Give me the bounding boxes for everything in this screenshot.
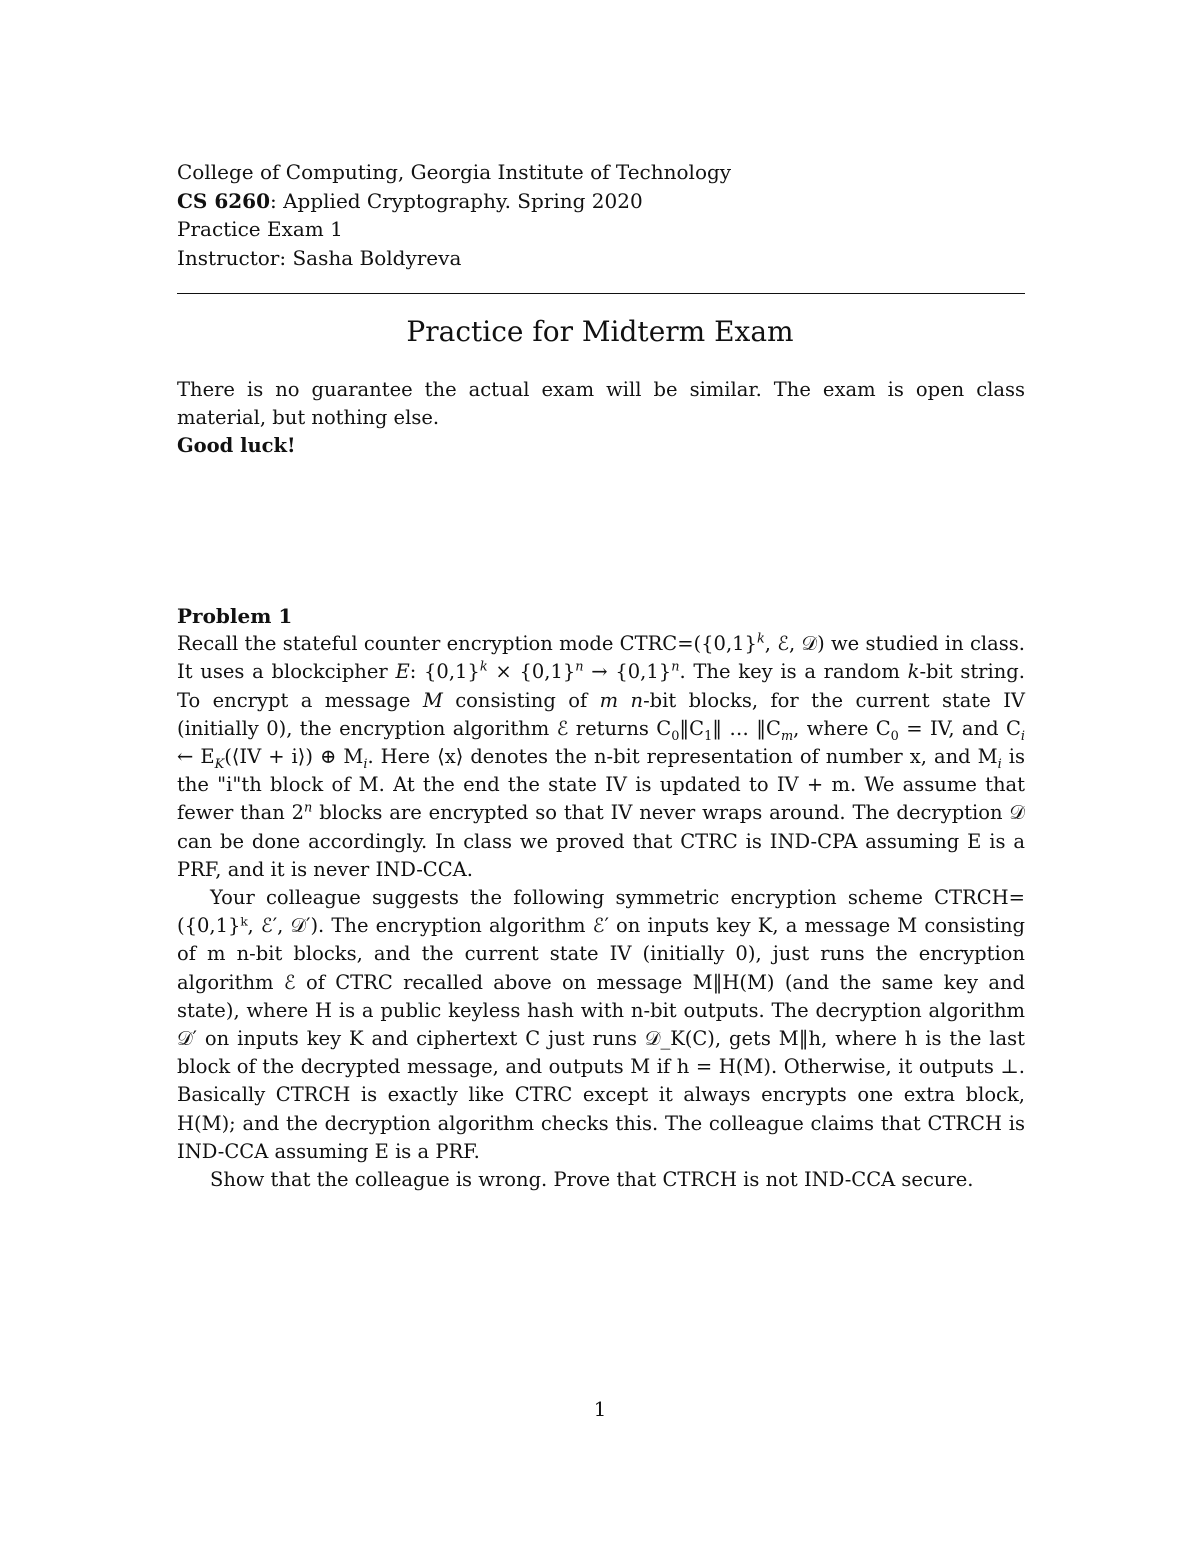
exam-name-line: Practice Exam 1 <box>177 217 343 241</box>
intro-paragraph <box>177 376 1025 460</box>
problem-paragraph-2: Your colleague suggests the following symmetric encryption scheme CTRCH= ({0,1}ᵏ, ℰ′, 𝒟′). The encryption algorithm ℰ′ on inputs key K, a message M consisting of m n-bit blocks, and the current state IV (initially 0), just runs the encryption algorithm ℰ of CTRC recalled above on message M‖H(M) (and the same key and state), where H is a public keyless hash with n-bit outputs. The decryption algorithm 𝒟′ on inputs key K and ciphertext C just runs 𝒟_K(C), gets M‖h, where h is the last block of the decrypted message, and outputs M if h = H(M). Otherwise, it outputs ⊥. Basically CTRCH is exactly like CTRC except it always encrypts one extra block, H(M); and the decryption algorithm checks this. The colleague claims that CTRCH is IND-CCA assuming E is a PRF. <box>177 886 1025 1163</box>
course-line <box>177 187 731 216</box>
intro-text: There is no guarantee the actual exam will be similar. The exam is open class material, but nothing else. <box>177 378 1025 429</box>
instructor-line: Instructor: Sasha Boldyreva <box>177 245 462 270</box>
course-code: CS 6260 <box>177 188 270 213</box>
college-line: College of Computing, Georgia Institute of Technology <box>177 160 732 184</box>
course-header <box>177 158 731 272</box>
header-divider <box>177 293 1025 294</box>
good-luck-text: Good luck! <box>177 434 296 457</box>
problem-paragraph-3: Show that the colleague is wrong. Prove that CTRCH is not IND-CCA secure. <box>210 1168 974 1192</box>
problem-1 <box>177 602 1025 1194</box>
page-title: Practice for Midterm Exam <box>406 315 794 348</box>
problem-title: Problem 1 <box>177 604 293 628</box>
course-title: : Applied Cryptography. Spring 2020 <box>270 188 643 213</box>
problem-paragraph-1: Recall the stateful counter encryption mode $CTRC=(\{0,1\}^k$, ℰ, 𝒟) we studied in class. It uses a blockcipher E: $\{0,1\}^k \times \{0,1\}^n \to \{0,1\}^n$. The key is a random k-bit string. To encrypt a message M consisting of m n-bit blocks, for the current state IV (initially 0), the encryption algorithm ℰ returns $C_0‖C_1‖$ … $‖C_m$, where $C_0$ = IV, and $C_i$ ← $E_K(⟨IV$ + i⟩) ⊕ $M_i$. Here ⟨x⟩ denotes the n-bit representation of number x, and $M_i$ is the "i"th block of M. At the end the state IV is updated to IV + m. We assume that fewer than 2$^n$ blocks are encrypted so that IV never wraps around. The decryption 𝒟 can be done accordingly. In class we proved that CTRC is IND-CPA assuming E is a PRF, and it is never IND-CCA. <box>177 631 1026 881</box>
page-number: 1 <box>593 1397 607 1421</box>
